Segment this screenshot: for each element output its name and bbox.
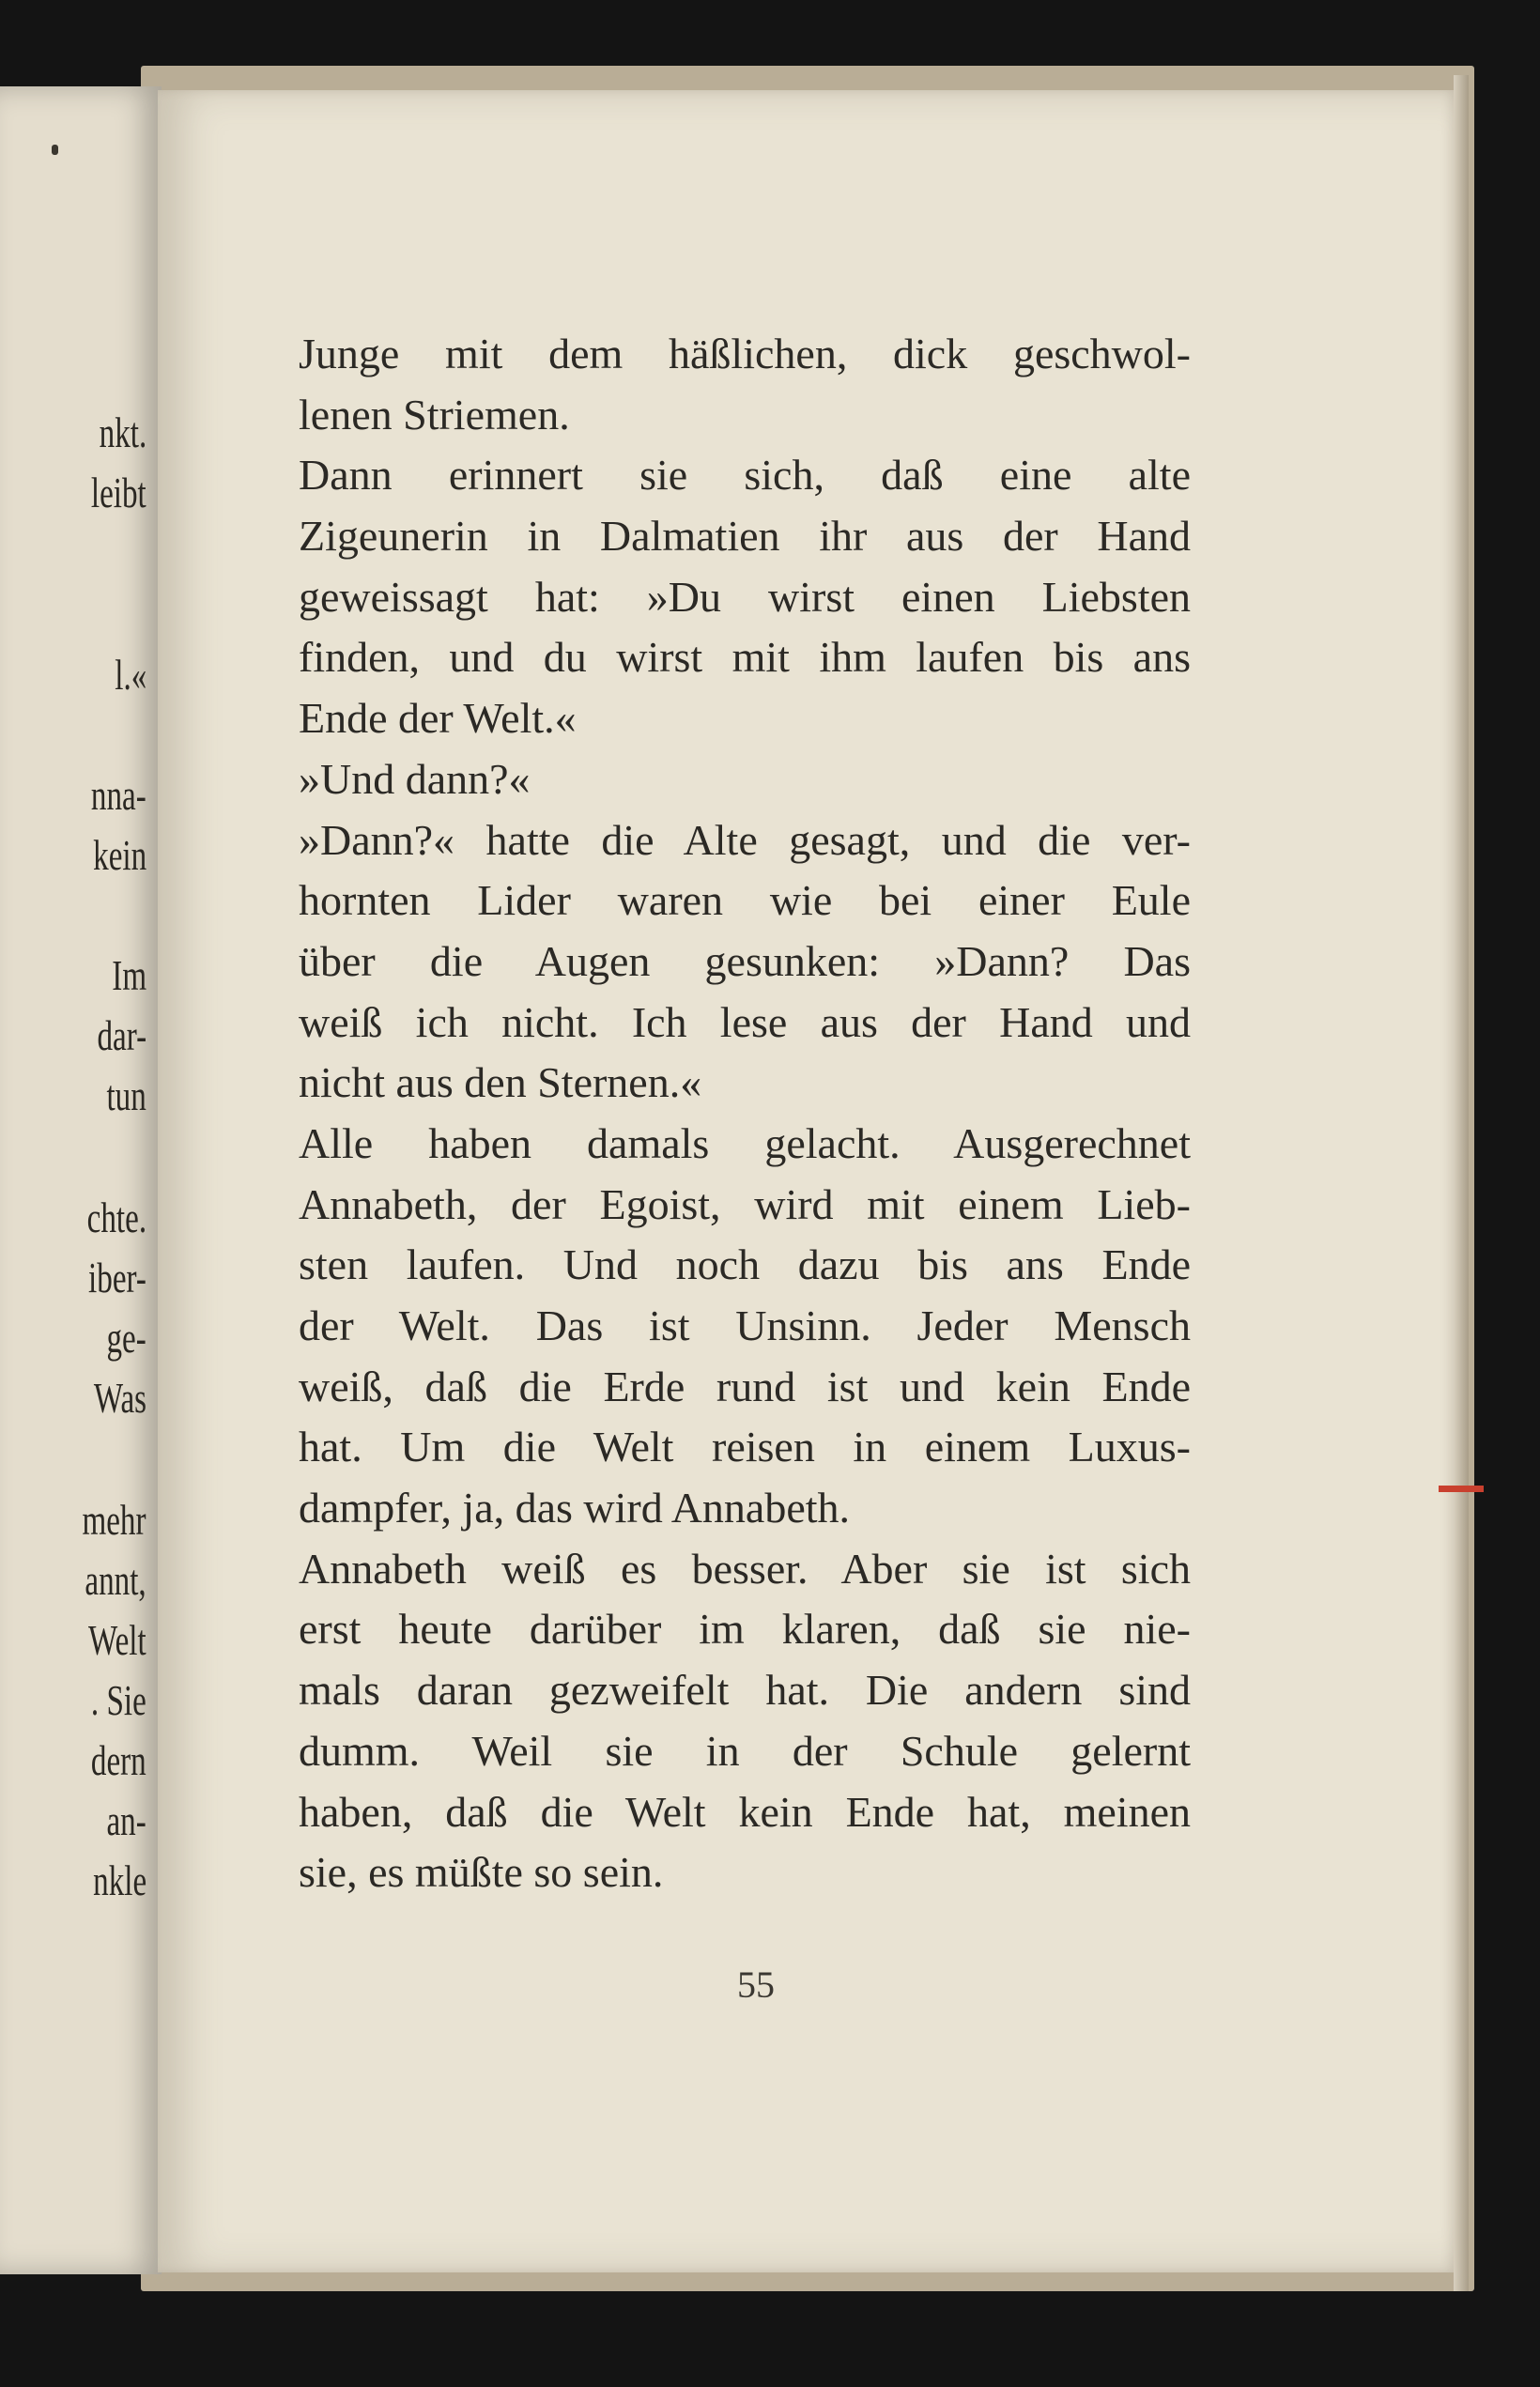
text-line: Dann erinnert sie sich, daß eine alte [299,451,1191,500]
page-body-text [299,324,1191,1903]
left-fragment: nkle [92,1856,146,1904]
text-line: weiß ich nicht. Ich lese aus der Hand und [299,997,1191,1046]
left-fragment: dar- [97,1011,146,1059]
left-fragment: an- [106,1796,146,1844]
facing-page-left [0,86,162,2274]
left-fragment: Im [112,951,146,999]
text-line: sie, es müßte so sein. [299,1848,664,1897]
text-line: hat. Um die Welt reisen in einem Luxus- [299,1423,1191,1471]
left-fragment: mehr [82,1496,146,1544]
text-line: weiß, daß die Erde rund ist und kein Ende [299,1362,1191,1410]
text-line: nicht aus den Sternen.« [299,1058,702,1107]
bookmark-ribbon [1439,1486,1484,1492]
left-fragment: Welt [88,1616,146,1664]
text-line: geweissagt hat: »Du wirst einen Liebsten [299,572,1191,621]
text-line: der Welt. Das ist Unsinn. Jeder Mensch [299,1301,1191,1349]
text-line: mals daran gezweifelt hat. Die andern sind [299,1666,1191,1715]
left-fragment: tun [106,1071,146,1119]
text-line: lenen Striemen. [299,390,570,439]
left-fragment: Was [93,1374,146,1422]
left-fragment: kein [92,831,146,879]
text-line: Ende der Welt.« [299,694,577,743]
text-line: Junge mit dem häßlichen, dick geschwol- [299,330,1191,377]
page-number: 55 [737,1964,775,2006]
text-line: erst heute darüber im klaren, daß sie nie- [299,1605,1191,1654]
text-line: hornten Lider waren wie bei einer Eule [299,876,1191,925]
text-line: über die Augen gesunken: »Dann? Das [299,936,1191,985]
page-edge [1454,75,1469,2291]
left-fragment: l.« [114,651,146,699]
text-line: Annabeth weiß es besser. Aber sie ist sich [299,1544,1191,1593]
left-fragment: chte. [86,1194,146,1241]
ink-mark [52,145,58,155]
left-fragment: iber- [88,1254,146,1301]
text-line: Annabeth, der Egoist, wird mit einem Lieb- [299,1179,1191,1228]
text-line: Alle haben damals gelacht. Ausgerechnet [299,1118,1191,1167]
left-fragment: nkt. [99,408,146,456]
text-line: »Und dann?« [299,754,531,803]
left-fragment: nna- [91,771,146,819]
text-line: dumm. Weil sie in der Schule gelernt [299,1726,1191,1775]
text-line: haben, daß die Welt kein Ende hat, meinen [299,1787,1191,1836]
left-fragment: ge- [106,1314,146,1362]
left-fragment: . Sie [91,1676,146,1724]
text-line: sten laufen. Und noch dazu bis ans Ende [299,1240,1191,1289]
left-fragment: leibt [91,469,146,516]
text-line: finden, und du wirst mit ihm laufen bis ans [299,633,1191,682]
left-fragment: dern [91,1736,146,1784]
text-line: »Dann?« hatte die Alte gesagt, und die ver- [299,815,1191,864]
left-fragment: annt, [85,1556,146,1604]
text-line: dampfer, ja, das wird Annabeth. [299,1484,851,1532]
text-line: Zigeunerin in Dalmatien ihr aus der Hand [299,512,1191,561]
